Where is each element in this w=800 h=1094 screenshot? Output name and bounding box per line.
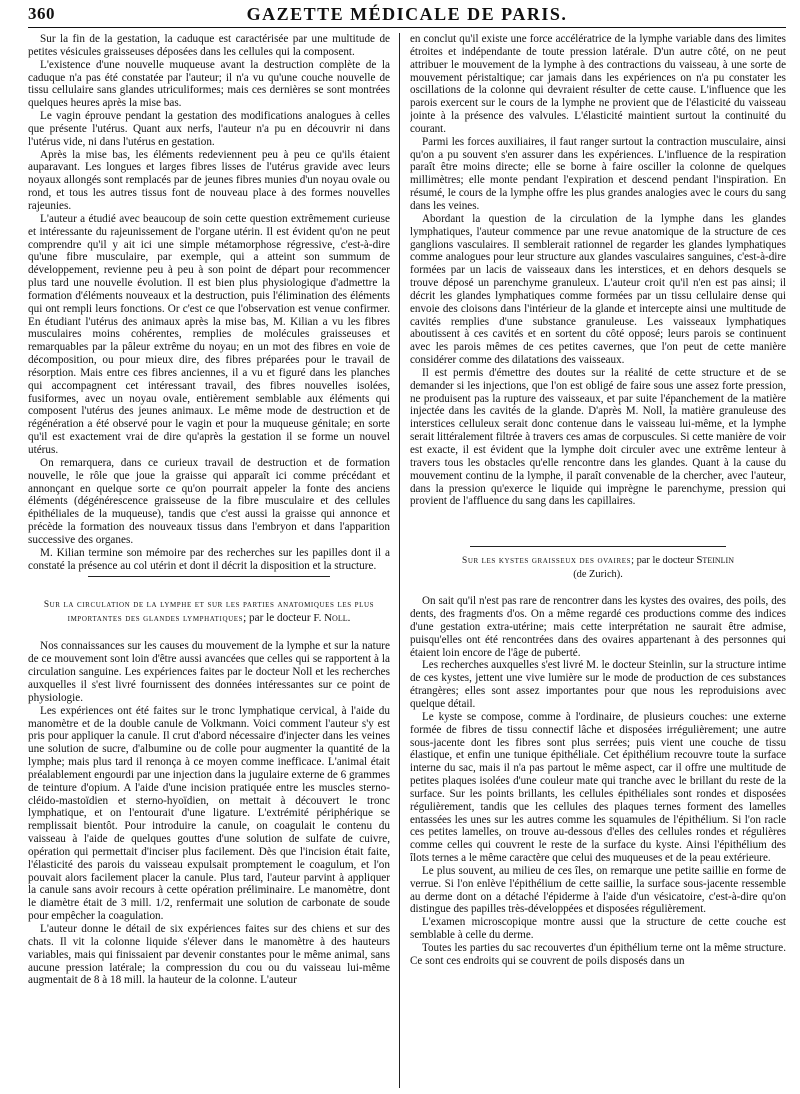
section-rule: [88, 576, 330, 577]
paragraph: Le vagin éprouve pendant la gestation des modifications analogues à celles que présente l'utérus. Quant aux nerfs, l'auteur n'a pu en découvrir ni dans l'utérus vide, ni dans l'utérus en gestation.: [28, 110, 390, 148]
paragraph: Il est permis d'émettre des doutes sur la réalité de cette structure et de se demander si les injections, que l'on est obligé de faire sous une assez forte pression, ne produisent pas la rupture des vaisseaux, et par suite l'épanchement de la matière injectée dans les cavités de la glande. D'après M. Noll, la matière granuleuse des interstices celluleux serait donc contenue dans le vaisseau lui-même, et la lymphe serait littéralement filtrée à travers ces amas de corpuscules. Si cette manière de voir est exacte, il est évident que la lymphe doit circuler avec une extrême lenteur à travers tous les obstacles qu'elle rencontre dans les glandes. Quant à la cause du mouvement continu de la lymphe, il paraît convenable de la chercher, avec l'auteur, dans la pression qu'exerce le liquide qui imprègne le parenchyme, pression qui provient de l'affluence du sang dans les capillaires.: [410, 366, 786, 508]
paragraph: en conclut qu'il existe une force accélératrice de la lymphe variable dans des limites étroites et indépendante de toute pression latérale. D'un autre côté, on ne peut attribuer le mouvement de la lymphe à des contractions du vaisseau, à une sorte de mouvement péristaltique; car jamais dans les expériences on n'a pu constater les oscillations de la colonne qui devraient résulter de cette cause. L'influence que les parois exercent sur le cours de la lymphe ne provient que de l'élasticité du vaisseau jointe à la présence des valvules. L'élasticité maintient surtout la continuité du courant.: [410, 33, 786, 135]
article-author: F. Noll.: [313, 612, 351, 625]
article-author-place: (de Zurich).: [573, 569, 623, 581]
paragraph: Les recherches auxquelles s'est livré M. le docteur Steinlin, sur la structure intime de ces kystes, jettent une vive lumière sur le mode de production de ces substances étrangères; elles sont assez importantes pour que nous les reproduisions avec quelque détail.: [410, 659, 786, 710]
article-title: [28, 598, 390, 626]
paragraph: Le plus souvent, au milieu de ces îles, on remarque une petite saillie en forme de verrue. Si l'on enlève l'épithélium de cette saillie, la surface sous-jacente ressemble au derme dont on a détaché l'épiderme à l'aide d'un vésicatoire, c'est-à-dire qu'on distingue des papilles très-développées et disposées régulièrement.: [410, 864, 786, 916]
paragraph: M. Kilian termine son mémoire par des recherches sur les papilles dont il a constaté la présence au col utérin et dont il décrit la disposition et la structure.: [28, 546, 390, 572]
paragraph: Toutes les parties du sac recouvertes d'un épithélium terne ont la même structure. Ce sont ces endroits qui se couvrent de poils disposés dans un: [410, 942, 786, 967]
section-rule: [470, 546, 726, 547]
paragraph: L'auteur a étudié avec beaucoup de soin cette question extrêmement curieuse et intéressante du rajeunissement de l'organe utérin. Il est évident qu'on ne peut comprendre qu'il y ait ici une simple métamorphose régressive, c'est-à-dire qu'une fibre musculaire, par exemple, qui a atteint son summum de développement, revienne peu à peu à son point de départ pour recommencer plus tard une nouvelle évolution. Il est bien plus physiologique d'admettre la formation d'éléments nouveaux et la destruction, puis l'élimination des éléments qui ont rempli leurs fonctions. Or c'est ce que l'observation est venue confirmer. En étudiant l'utérus des animaux après la mise bas, M. Kilian a vu les fibres musculaires moins cohérentes, remplies de molécules graisseuses et remarquables par la pâleur extrême du noyau; en un mot des fibres en voie de décomposition, ou pour mieux dire, des fibres préparées pour le travail de résorption. Mais entre ces fibres anciennes, il a vu et figuré dans les planches qui accompagnent cet intéressant travail, des fibres nouvelles isolées, fusiformes, avec un noyau ovale, entièrement semblable aux éléments qui composent l'utérus des jeunes animaux. Le même mode de destruction et de régénération a été observé pour le vagin et pour la muqueuse génitale; en sorte qu'il est exactement vrai de dire qu'après la gestation il se forme un nouvel utérus.: [28, 212, 390, 456]
paragraph: L'auteur donne le détail de six expériences faites sur des chiens et sur des chats. Il vit la colonne liquide s'élever dans le manomètre à des hauteurs variables, mais qui finissaient par devenir constantes pour le même animal, sans aucune pression latérale; la compression du cou ou du vaisseau lui-même augmentait de 8 à 18 mill. la hauteur de la colonne. L'auteur: [28, 923, 390, 987]
paragraph: Nos connaissances sur les causes du mouvement de la lymphe et sur la nature de ce mouvement sont loin d'être aussi avancées que celles qui se rapportent à la circulation sanguine. Les expériences faites par le docteur Noll et les recherches auxquelles il s'est livré fournissent des données intéressantes sur ce point de physiologie.: [28, 640, 390, 704]
right-column: [410, 33, 786, 1088]
paragraph: Après la mise bas, les éléments redeviennent peu à peu ce qu'ils étaient auparavant. Les longues et larges fibres lisses de l'utérus gravide avec leurs noyaux allongés sont remplacés par de jeunes fibres munies d'un noyau ovale ou rond, et tous les autres tissus font de nouveau place à des formes nouvelles rajeunies.: [28, 148, 390, 212]
page-number: 360: [28, 4, 55, 23]
page-header: [28, 4, 786, 26]
column-divider: [399, 33, 400, 1088]
paragraph: Parmi les forces auxiliaires, il faut ranger surtout la contraction musculaire, ainsi qu'on a pu souvent s'en assurer dans les expériences. L'influence de la respiration paraît être moins directe; elle se borne à faire osciller la colonne de quelques millimètres; elle monte pendant l'expiration et descend pendant l'inspiration. En résumé, le cours de la lymphe offre les plus grandes analogies avec le cours du sang dans les veines.: [410, 135, 786, 212]
paragraph: L'examen microscopique montre aussi que la structure de cette couche est semblable à celle du derme.: [410, 916, 786, 942]
article-title-text: Sur les kystes graisseux des ovaires: [462, 556, 632, 567]
article-title-text: Sur la circulation de la lymphe et sur les parties anatomiques les plus importantes des glandes lymphatiques: [43, 600, 375, 625]
paragraph: L'existence d'une nouvelle muqueuse avant la destruction complète de la caduque n'a pas été constatée par l'auteur; il n'a vu qu'une couche nouvelle de tissu cellulaire sans glandes utriculiformes; mais ces dernières se sont montrées quelques heures après la mise bas.: [28, 58, 390, 110]
paragraph: Les expériences ont été faites sur le tronc lymphatique cervical, à l'aide du manomètre et de la double canule de Volkmann. Voici comment l'auteur s'y est pris pour appliquer la canule. Il crut d'abord nécessaire d'injecter dans les veines une solution de sucre, d'albumine ou de colle pour augmenter la quantité de la lymphe; mais plus tard il renonça à ce moyen comme inefficace. L'animal était préalablement engourdi par une injection dans la jugulaire externe de 6 grammes de teinture d'opium. A l'aide d'une incision pratiquée entre les muscles sterno-cléido-mastoïdien et sterno-hyoïdien, on mettait à découvert le tronc lymphatique, et on l'entourait d'une ligature. L'extrémité périphérique se remplissait bientôt. Pour introduire la canule, on coagulait le contenu du vaisseau à l'aide de quelques gouttes d'une solution de sulfate de cuivre, opération qui permettait d'inciser plus facilement. Dès que l'incision était faite, l'élasticité des parois du vaisseau expulsait promptement le coagulum, et l'on pouvait alors facilement placer la canule. Plus tard, l'auteur parvint à appliquer la canule sans avoir recours à cette opération préliminaire. Le manomètre, dont le diamètre était de 3 mill. 1/2, renfermait une solution de carbonate de soude pour empêcher la coagulation.: [28, 704, 390, 923]
article-title: [410, 554, 786, 581]
journal-title: GAZETTE MÉDICALE DE PARIS.: [246, 4, 568, 24]
paragraph: On remarquera, dans ce curieux travail de destruction et de formation nouvelle, le rôle que joue la graisse qui apparaît ici comme précédant et annonçant en quelque sorte ce qu'on pourrait appeler la fonte des anciens éléments (dégénérescence graisseuse de la fibre musculaire et des cellules épithéliales de la muqueuse), tandis que c'est aussi la graisse qui annonce et précède la formation des nouveaux tissus dans l'embryon et dans l'apparition successive des organes.: [28, 456, 390, 546]
left-column: [28, 33, 390, 1088]
article-title-by: ; par le docteur: [243, 612, 311, 625]
paragraph: Sur la fin de la gestation, la caduque est caractérisée par une multitude de petites vésicules graisseuses déposées dans les cellules qui la composent.: [28, 33, 390, 58]
paragraph: Le kyste se compose, comme à l'ordinaire, de plusieurs couches: une externe formée de fibres de tissu connectif lâche et disposées irrégulièrement; une autre sous-jacente dont les fibres sont plus serrées; puis vient une couche de tissu élastique, et enfin une tunique épithéliale. Cet épithélium recouvre toute la surface interne du sac, mais il n'a pas partout le même aspect, car il offre une multitude de petites plaques isolées d'une couleur mate qui tranche avec le brillant du reste de la surface. Sur les points brillants, les cellules épithéliales sont rondes et disposées régulièrement, tandis que les cellules des plaques ternes forment des lamelles entassées les unes sur les autres comme les squamules de l'épithélium. Si l'on racle ces petites lamelles, on trouve au-dessous d'elles des cellules rondes et régulières comme celles qui couvrent le reste de la surface du kyste. Ainsi l'épithélium des îlots ternes a le même caractère que celui des muqueuses et de la peau extérieure.: [410, 710, 786, 865]
article-title-by: ; par le docteur: [631, 555, 694, 567]
paragraph: Abordant la question de la circulation de la lymphe dans les glandes lymphatiques, l'auteur commence par une revue anatomique de la structure de ces ganglions vasculaires. Il semblerait rationnel de regarder les glandes lymphatiques comme analogues pour leur structure aux glandes vasculaires sanguines, c'est-à-dire formées par un lacis de vaisseaux dans les interstices, et en dehors desquels se trouve déposé un parenchyme granuleux. L'auteur croit qu'il n'en est pas ainsi; il décrit les glandes lymphatiques comme formées par un tissu cellulaire dense qui envoie des cloisons dans l'intérieur de la glande et intercepte ainsi une multitude de cavités remplies d'une substance granuleuse. Les vaisseaux lymphatiques aboutissent à ces cavités et en sortent du côté opposé; leurs parois se continuent avec les parois mêmes de ces petites cavernes, que l'on peut de cette manière considérer comme des dilatations des vaisseaux.: [410, 212, 786, 367]
header-rule: [28, 27, 786, 28]
paragraph: On sait qu'il n'est pas rare de rencontrer dans les kystes des ovaires, des poils, des dents, des fragments d'os. On a même regardé ces productions comme des indices d'une gestation extra-utérine; mais cette interprétation ne saurait être admise, puisqu'elles ont été rencontrées dans des ovaires appartenant à des personnes qui étaient loin encore de l'âge de puberté.: [410, 595, 786, 659]
article-author: Steinlin: [696, 554, 734, 567]
